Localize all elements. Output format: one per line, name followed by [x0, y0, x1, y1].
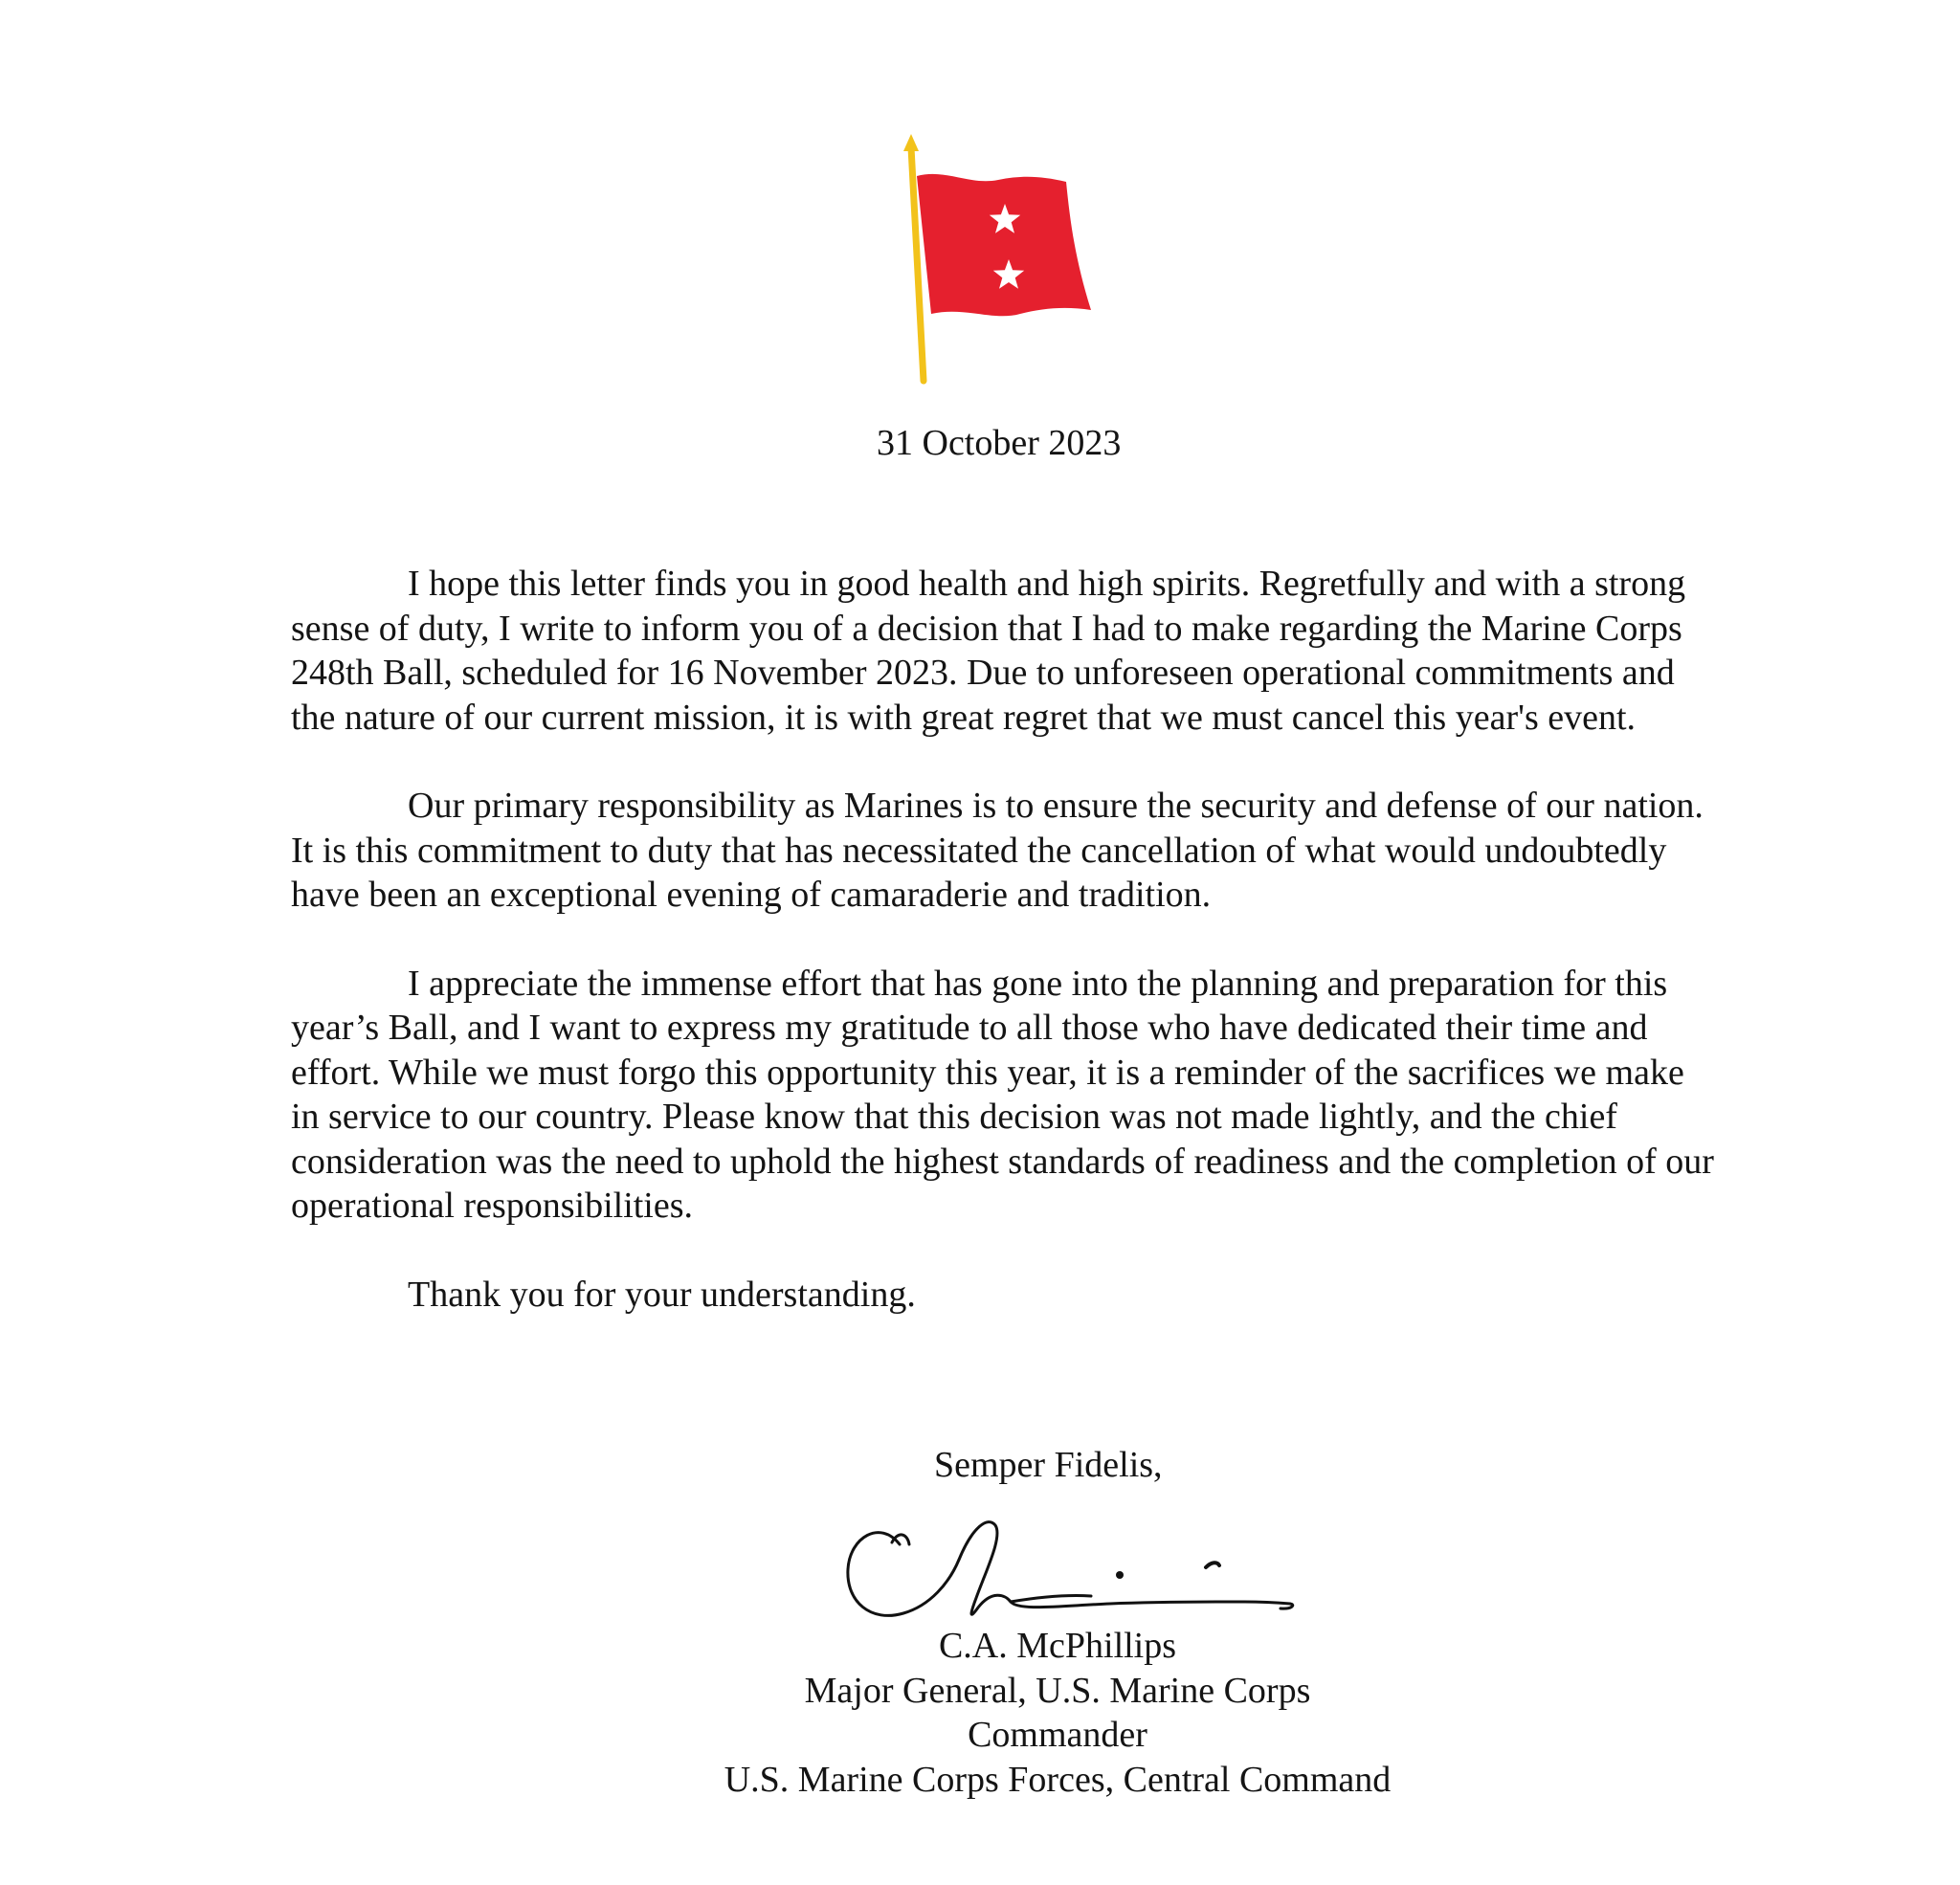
signer-name: C.A. McPhillips: [938, 1626, 1177, 1666]
signature-stroke: [1011, 1595, 1091, 1602]
body-paragraph: Our primary responsibility as Marines is to ensure the security and defense of our nation. It is this commitment to duty that has necessitated the cancellation of what would undoubtedly have been an exceptional evening of camaraderie and tradition.: [291, 786, 1704, 915]
signature-stroke: [959, 1522, 1293, 1615]
closing-line: Thank you for your understanding.: [408, 1274, 916, 1315]
signer-rank: Major General, U.S. Marine Corps: [804, 1670, 1311, 1711]
signer-position: Commander: [968, 1715, 1147, 1755]
flag-field: [917, 174, 1091, 316]
signature-block: [612, 1624, 1503, 1802]
signer-unit: U.S. Marine Corps Forces, Central Command: [724, 1759, 1392, 1800]
letter-body: [291, 562, 1717, 1317]
signature: [842, 1510, 1311, 1634]
valediction: Semper Fidelis,: [934, 1445, 1163, 1485]
body-paragraph: I appreciate the immense effort that has gone into the planning and preparation for this year’s Ball, and I want to express my gratitude to all those who have dedicated their time and effort. While we must forgo this opportunity this year, it is a reminder of the sacrifices we make in service to our country. Please know that this decision was not made lightly, and the chief consideration was the need to uphold the highest standards of readiness and the completion of our operational responsibilities.: [291, 963, 1714, 1226]
signature-dot: [1116, 1571, 1124, 1579]
general-officer-flag: [879, 134, 1127, 392]
two-star-general-flag-icon: [879, 134, 1127, 392]
letter-date: 31 October 2023: [877, 423, 1122, 463]
signature-stroke: [892, 1535, 909, 1544]
signature-stroke: [1206, 1563, 1219, 1567]
body-paragraph: I hope this letter finds you in good health and high spirits. Regretfully and with a strong sense of duty, I write to inform you of a decision that I had to make regarding the Marine Corps 248th Ball, scheduled for 16 November 2023. Due to unforeseen operational commitments and the nature of our current mission, it is with great regret that we must cancel this year's event.: [291, 564, 1686, 738]
handwritten-signature-icon: [842, 1510, 1311, 1634]
signature-stroke: [848, 1533, 959, 1616]
